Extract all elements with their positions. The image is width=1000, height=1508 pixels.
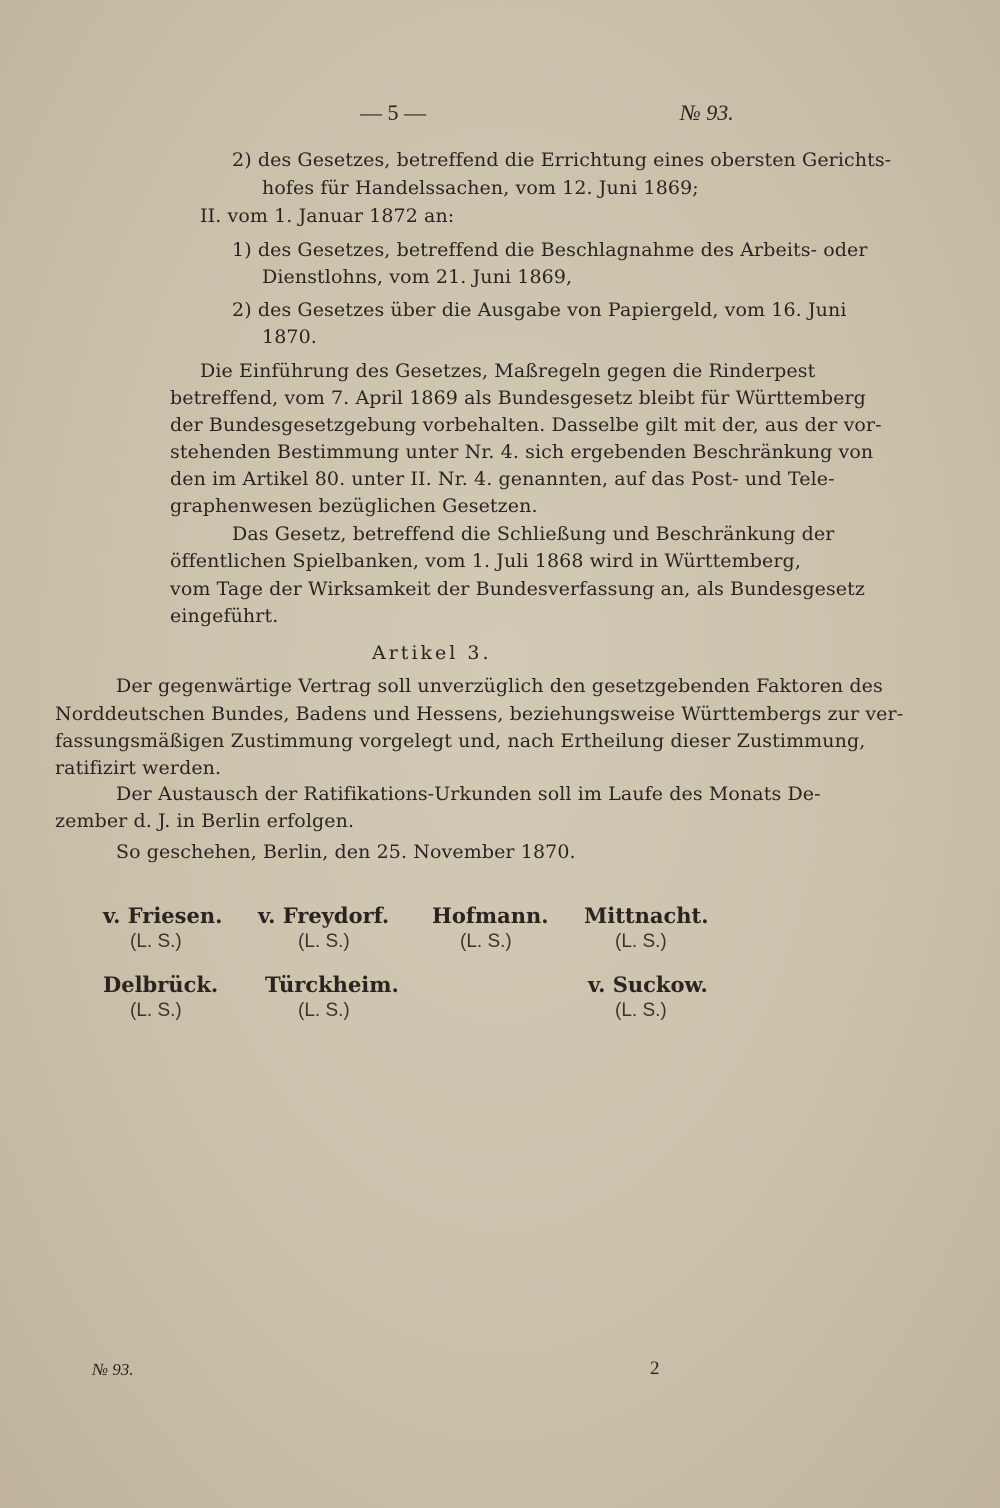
body-line: Dienstlohns, vom 21. Juni 1869,	[262, 266, 573, 288]
seal-mark: (L. S.)	[130, 931, 182, 952]
signature-name: Mittnacht.	[584, 903, 709, 928]
seal-mark: (L. S.)	[615, 931, 667, 952]
body-line: II. vom 1. Januar 1872 an:	[200, 205, 455, 227]
body-line: vom Tage der Wirksamkeit der Bundesverfassung an, als Bundesgesetz	[170, 578, 865, 600]
seal-mark: (L. S.)	[298, 1000, 350, 1021]
body-line: 2) des Gesetzes, betreffend die Errichtung eines obersten Gerichts-	[232, 149, 892, 171]
body-line: graphenwesen bezüglichen Gesetzen.	[170, 495, 538, 517]
signature-name: Hofmann.	[432, 903, 549, 928]
seal-mark: (L. S.)	[130, 1000, 182, 1021]
body-line: 2) des Gesetzes über die Ausgabe von Papiergeld, vom 16. Juni	[232, 299, 847, 321]
body-line: 1870.	[262, 326, 317, 348]
body-line: hofes für Handelssachen, vom 12. Juni 1869;	[262, 177, 699, 199]
body-line: Das Gesetz, betreffend die Schließung und Beschränkung der	[232, 523, 835, 545]
page-number: — 5 —	[360, 100, 426, 125]
body-line: den im Artikel 80. unter II. Nr. 4. genannten, auf das Post- und Tele-	[170, 468, 835, 490]
document-number: № 93.	[680, 100, 734, 125]
article-line: Der gegenwärtige Vertrag soll unverzüglich den gesetzgebenden Faktoren des	[116, 675, 883, 697]
signature-name: v. Freydorf.	[258, 903, 390, 928]
body-line: betreffend, vom 7. April 1869 als Bundesgesetz bleibt für Württemberg	[170, 387, 866, 409]
body-line: öffentlichen Spielbanken, vom 1. Juli 1868 wird in Württemberg,	[170, 550, 801, 572]
signature-name: v. Suckow.	[588, 972, 708, 997]
article-line: zember d. J. in Berlin erfolgen.	[55, 810, 355, 832]
seal-mark: (L. S.)	[298, 931, 350, 952]
seal-mark: (L. S.)	[615, 1000, 667, 1021]
footer-sheet-number: 2	[650, 1358, 660, 1379]
closing-line: So geschehen, Berlin, den 25. November 1870.	[116, 841, 576, 863]
body-line: 1) des Gesetzes, betreffend die Beschlagnahme des Arbeits- oder	[232, 239, 868, 261]
body-line: stehenden Bestimmung unter Nr. 4. sich ergebenden Beschränkung von	[170, 441, 874, 463]
body-line: der Bundesgesetzgebung vorbehalten. Dasselbe gilt mit der, aus der vor-	[170, 414, 882, 436]
body-line: Die Einführung des Gesetzes, Maßregeln gegen die Rinderpest	[200, 360, 816, 382]
article-line: Der Austausch der Ratifikations-Urkunden soll im Laufe des Monats De-	[116, 783, 821, 805]
article-line: Norddeutschen Bundes, Badens und Hessens, beziehungsweise Württembergs zur ver-	[55, 703, 904, 725]
seal-mark: (L. S.)	[460, 931, 512, 952]
article-line: fassungsmäßigen Zustimmung vorgelegt und, nach Ertheilung dieser Zustimmung,	[55, 730, 866, 752]
signature-name: Türckheim.	[265, 972, 399, 997]
footer-document-number: № 93.	[92, 1360, 134, 1379]
body-line: eingeführt.	[170, 605, 279, 627]
signature-name: Delbrück.	[103, 972, 219, 997]
signature-name: v. Friesen.	[103, 903, 223, 928]
article-line: ratifizirt werden.	[55, 757, 222, 779]
article-heading: Artikel 3.	[372, 642, 492, 664]
